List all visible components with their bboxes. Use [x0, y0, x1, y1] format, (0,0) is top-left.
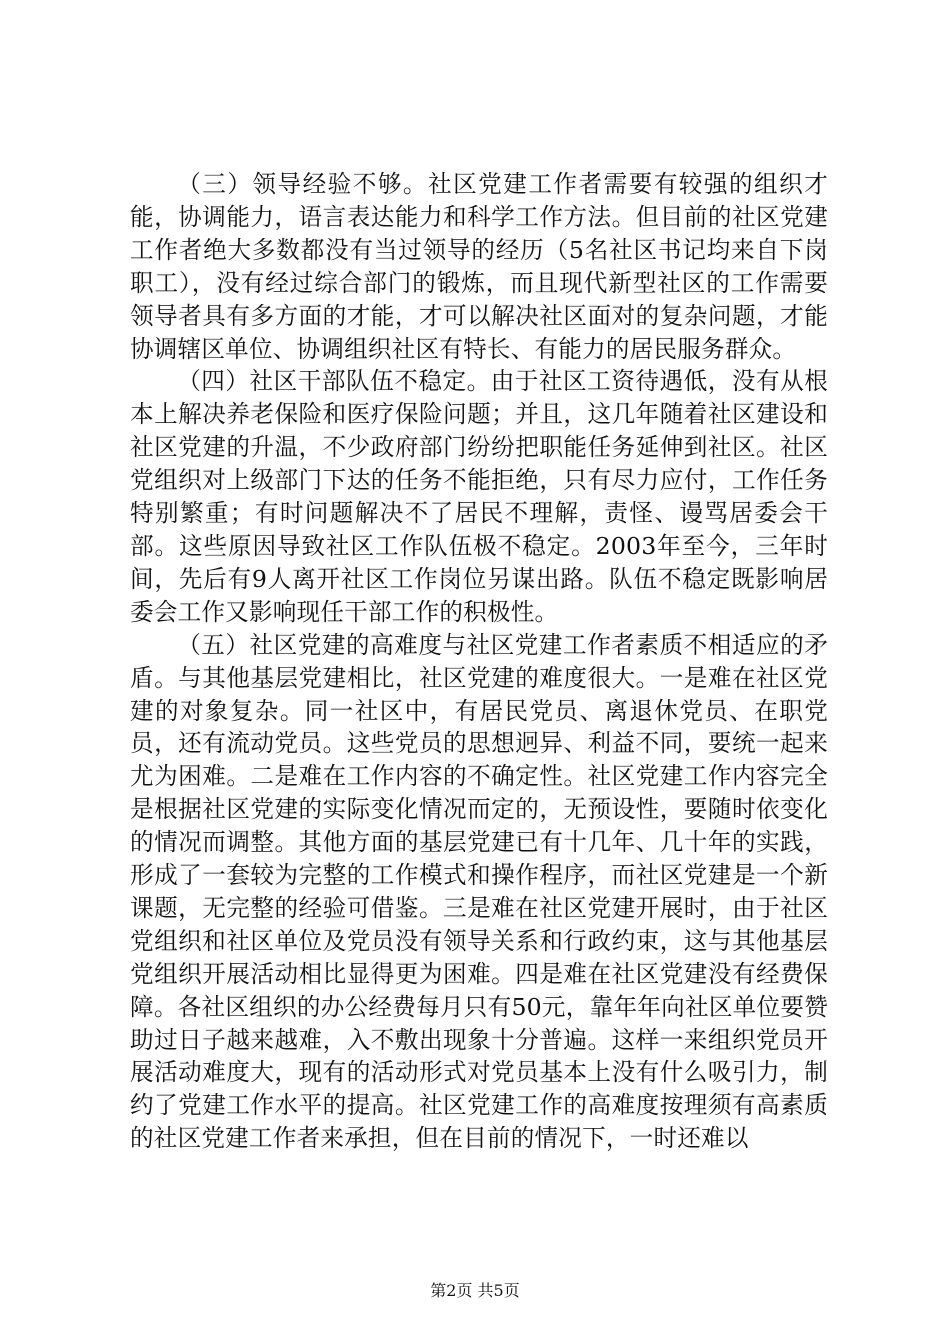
document-body — [130, 168, 828, 1155]
page-number-footer: 第2页 共5页 — [430, 1281, 520, 1300]
paragraph-4-staff-instability: （四）社区干部队伍不稳定。由于社区工资待遇低，没有从根本上解决养老保险和医疗保险问题；并且，这几年随着社区建设和社区党建的升温，不少政府部门纷纷把职能任务延伸到社区。社区党组织对上级部门下达的任务不能拒绝，只有尽力应付，工作任务特别繁重；有时问题解决不了居民不理解，责怪、谩骂居委会干部。这些原因导致社区工作队伍极不稳定。2003年至今，三年时间，先后有9人离开社区工作岗位另谋出路。队伍不稳定既影响居委会工作又影响现任干部工作的积极性。 — [130, 367, 828, 626]
paragraph-3-leadership-experience: （三）领导经验不够。社区党建工作者需要有较强的组织才能，协调能力，语言表达能力和科学工作方法。但目前的社区党建工作者绝大多数都没有当过领导的经历（5名社区书记均来自下岗职工），没有经过综合部门的锻炼，而且现代新型社区的工作需要领导者具有多方面的才能，才可以解决社区面对的复杂问题，才能协调辖区单位、协调组织社区有特长、有能力的居民服务群众。 — [130, 170, 828, 363]
paragraph-5-difficulty-mismatch: （五）社区党建的高难度与社区党建工作者素质不相适应的矛盾。与其他基层党建相比，社区党建的难度很大。一是难在社区党建的对象复杂。同一社区中，有居民党员、离退休党员、在职党员，还有流动党员。这些党员的思想迥异、利益不同，要统一起来尤为困难。二是难在工作内容的不确定性。社区党建工作内容完全是根据社区党建的实际变化情况而定的，无预设性，要随时依变化的情况而调整。其他方面的基层党建已有十几年、几十年的实践，形成了一套较为完整的工作模式和操作程序，而社区党建是一个新课题，无完整的经验可借鉴。三是难在社区党建开展时，由于社区党组织和社区单位及党员没有领导关系和行政约束，这与其他基层党组织开展活动相比显得更为困难。四是难在社区党建没有经费保障。各社区组织的办公经费每月只有50元，靠年年向社区单位要赞助过日子越来越难，入不敷出现象十分普遍。这样一来组织党员开展活动难度大，现有的活动形式对党员基本上没有什么吸引力，制约了党建工作水平的提高。社区党建工作的高难度按理须有高素质的社区党建工作者来承担，但在目前的情况下，一时还难以 — [130, 630, 828, 1153]
